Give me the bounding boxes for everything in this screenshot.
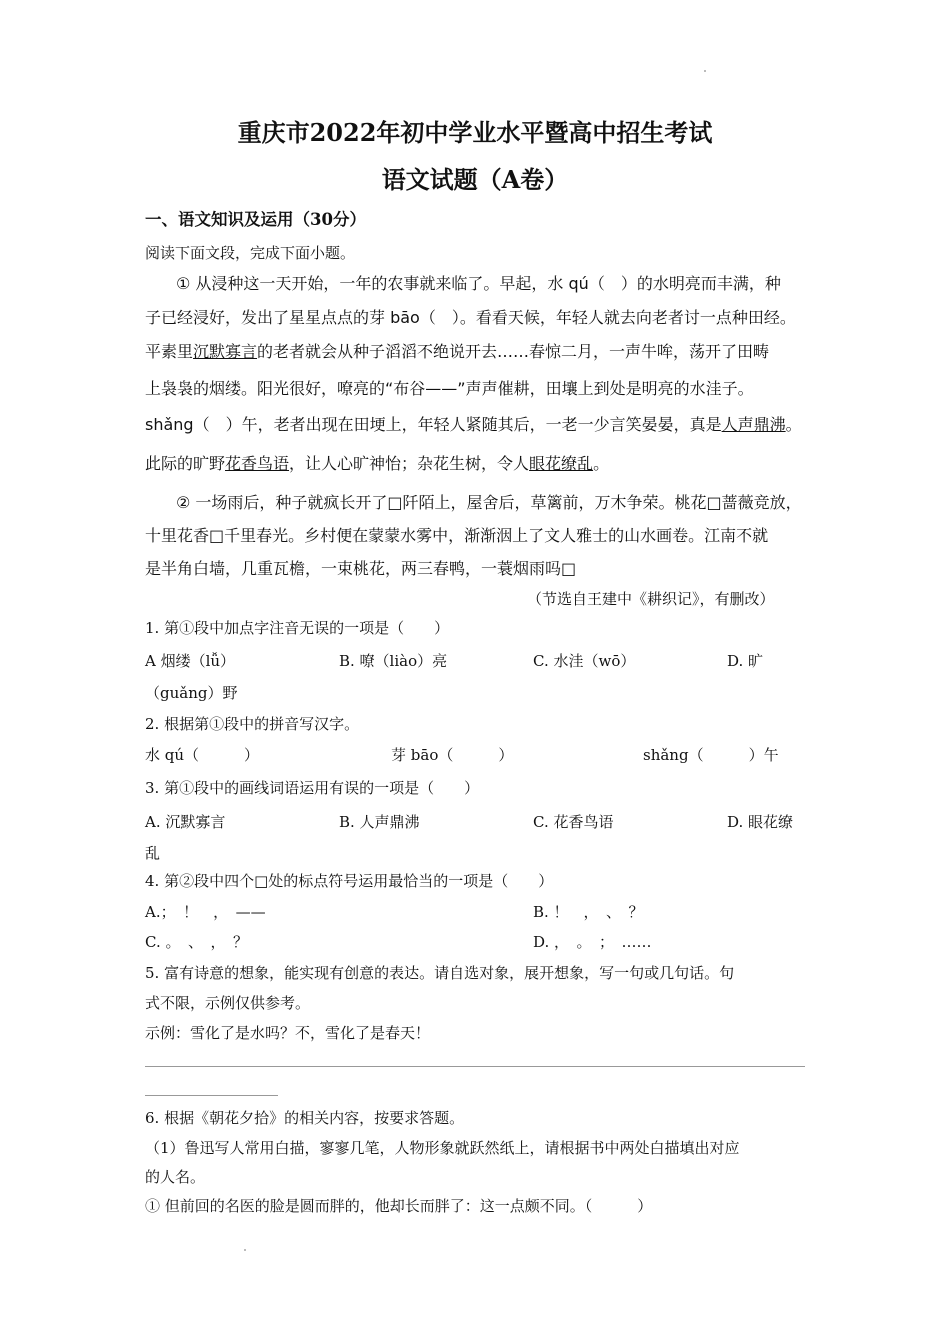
underlined-phrase: 眼花缭乱 — [529, 454, 594, 473]
question-stem: 5. 富有诗意的想象，能实现有创意的表达。请自选对象，展开想象，写一句或几句话。句 — [145, 964, 735, 982]
option-b: B. 人声鼎沸 — [339, 813, 420, 831]
option-c: C. 花香鸟语 — [533, 813, 614, 831]
option-b: B. ！ ， 、 ？ — [533, 903, 644, 921]
exam-title: 重庆市2022年初中学业水平暨高中招生考试 — [237, 118, 713, 147]
underlined-phrase: 花香鸟语 — [225, 454, 290, 473]
passage-line — [145, 412, 802, 435]
question-stem-continued: 式不限，示例仅供参考。 — [145, 994, 311, 1012]
passage-line: ① 从浸种这一天开始，一年的农事就来临了。早起，水 qú（ ）的水明亮而丰满，种 — [176, 274, 781, 293]
answer-line[interactable] — [145, 1066, 805, 1067]
option-d-continued: （guǎng）野 — [145, 684, 238, 702]
option-a: A.； ！ ， —— — [145, 903, 266, 921]
blank-item: shǎng（ ）午 — [643, 746, 779, 764]
blank-item: 水 qú（ ） — [145, 746, 260, 764]
text-segment: shǎng（ ）午，老者出现在田埂上，年轻人紧随其后，一老一少言笑晏晏，真是 — [145, 415, 722, 434]
question-stem: 2. 根据第①段中的拼音写汉字。 — [145, 715, 360, 733]
scan-speck — [244, 1249, 246, 1251]
example-text: 示例：雪化了是水吗？不，雪化了是春天！ — [145, 1024, 431, 1042]
reading-instruction: 阅读下面文段，完成下面小题。 — [145, 244, 356, 262]
exam-subtitle: 语文试题（A卷） — [381, 165, 569, 194]
sub-question-continued: 的人名。 — [145, 1168, 206, 1186]
option-c: C. 。 、 ， ？ — [145, 933, 248, 951]
underlined-phrase: 沉默寡言 — [193, 342, 258, 361]
question-stem: 4. 第②段中四个□处的标点符号运用最恰当的一项是（ ） — [145, 872, 554, 890]
question-stem: 3. 第①段中的画线词语运用有误的一项是（ ） — [145, 779, 480, 797]
text-segment: ，让人心旷神怡；杂花生树，令人 — [289, 454, 530, 473]
blank-item: 芽 bāo（ ） — [391, 746, 514, 764]
passage-line: 子已经浸好，发出了星星点点的芽 bāo（ ）。看看天候，年轻人就去向老者讨一点种田经。 — [145, 308, 796, 327]
text-segment: 。 — [593, 454, 610, 473]
question-stem: 6. 根据《朝花夕拾》的相关内容，按要求答题。 — [145, 1109, 465, 1127]
option-a: A. 沉默寡言 — [145, 813, 226, 831]
passage-line: 上袅袅的烟缕。阳光很好，嘹亮的“布谷——”声声催耕，田壤上到处是明亮的水洼子。 — [145, 379, 754, 398]
option-d: D. ， 。 ； …… — [533, 933, 652, 951]
text-segment: 此际的旷野 — [145, 454, 226, 473]
option-a: A 烟缕（lǚ） — [145, 652, 236, 670]
option-d: D. 旷 — [727, 652, 764, 670]
text-segment: 平素里 — [145, 342, 194, 361]
passage-source: （节选自王建中《耕织记》，有删改） — [527, 590, 775, 608]
option-d: D. 眼花缭 — [727, 813, 794, 831]
passage-line: 是半角白墙，几重瓦檐，一束桃花，两三春鸭，一蓑烟雨吗□ — [145, 559, 577, 578]
option-c: C. 水洼（wō） — [533, 652, 636, 670]
text-segment: 的老者就会从种子滔滔不绝说开去……春惊二月，一声牛哞，荡开了田畴 — [257, 342, 770, 361]
option-d-continued: 乱 — [145, 844, 161, 862]
underlined-phrase: 人声鼎沸 — [721, 415, 786, 434]
sub-question-item: ① 但前回的名医的脸是圆而胖的，他却长而胖了：这一点颇不同。（ ） — [145, 1197, 653, 1215]
answer-line[interactable] — [145, 1095, 278, 1096]
option-b: B. 嘹（liào）亮 — [339, 652, 448, 670]
text-segment: 。 — [785, 415, 802, 434]
section-heading: 一、语文知识及运用（30分） — [145, 210, 366, 229]
passage-line: ② 一场雨后，种子就疯长开了□阡陌上，屋舍后，草篱前，万木争荣。桃花□蔷薇竞放， — [176, 493, 802, 512]
scan-speck — [704, 70, 706, 72]
sub-question: （1）鲁迅写人常用白描，寥寥几笔，人物形象就跃然纸上，请根据书中两处白描填出对应 — [145, 1139, 740, 1157]
passage-line — [145, 339, 769, 362]
question-stem: 1. 第①段中加点字注音无误的一项是（ ） — [145, 619, 450, 637]
passage-line — [145, 451, 609, 474]
passage-line: 十里花香□千里春光。乡村便在蒙蒙水雾中，渐渐洇上了文人雅士的山水画卷。江南不就 — [145, 526, 769, 545]
